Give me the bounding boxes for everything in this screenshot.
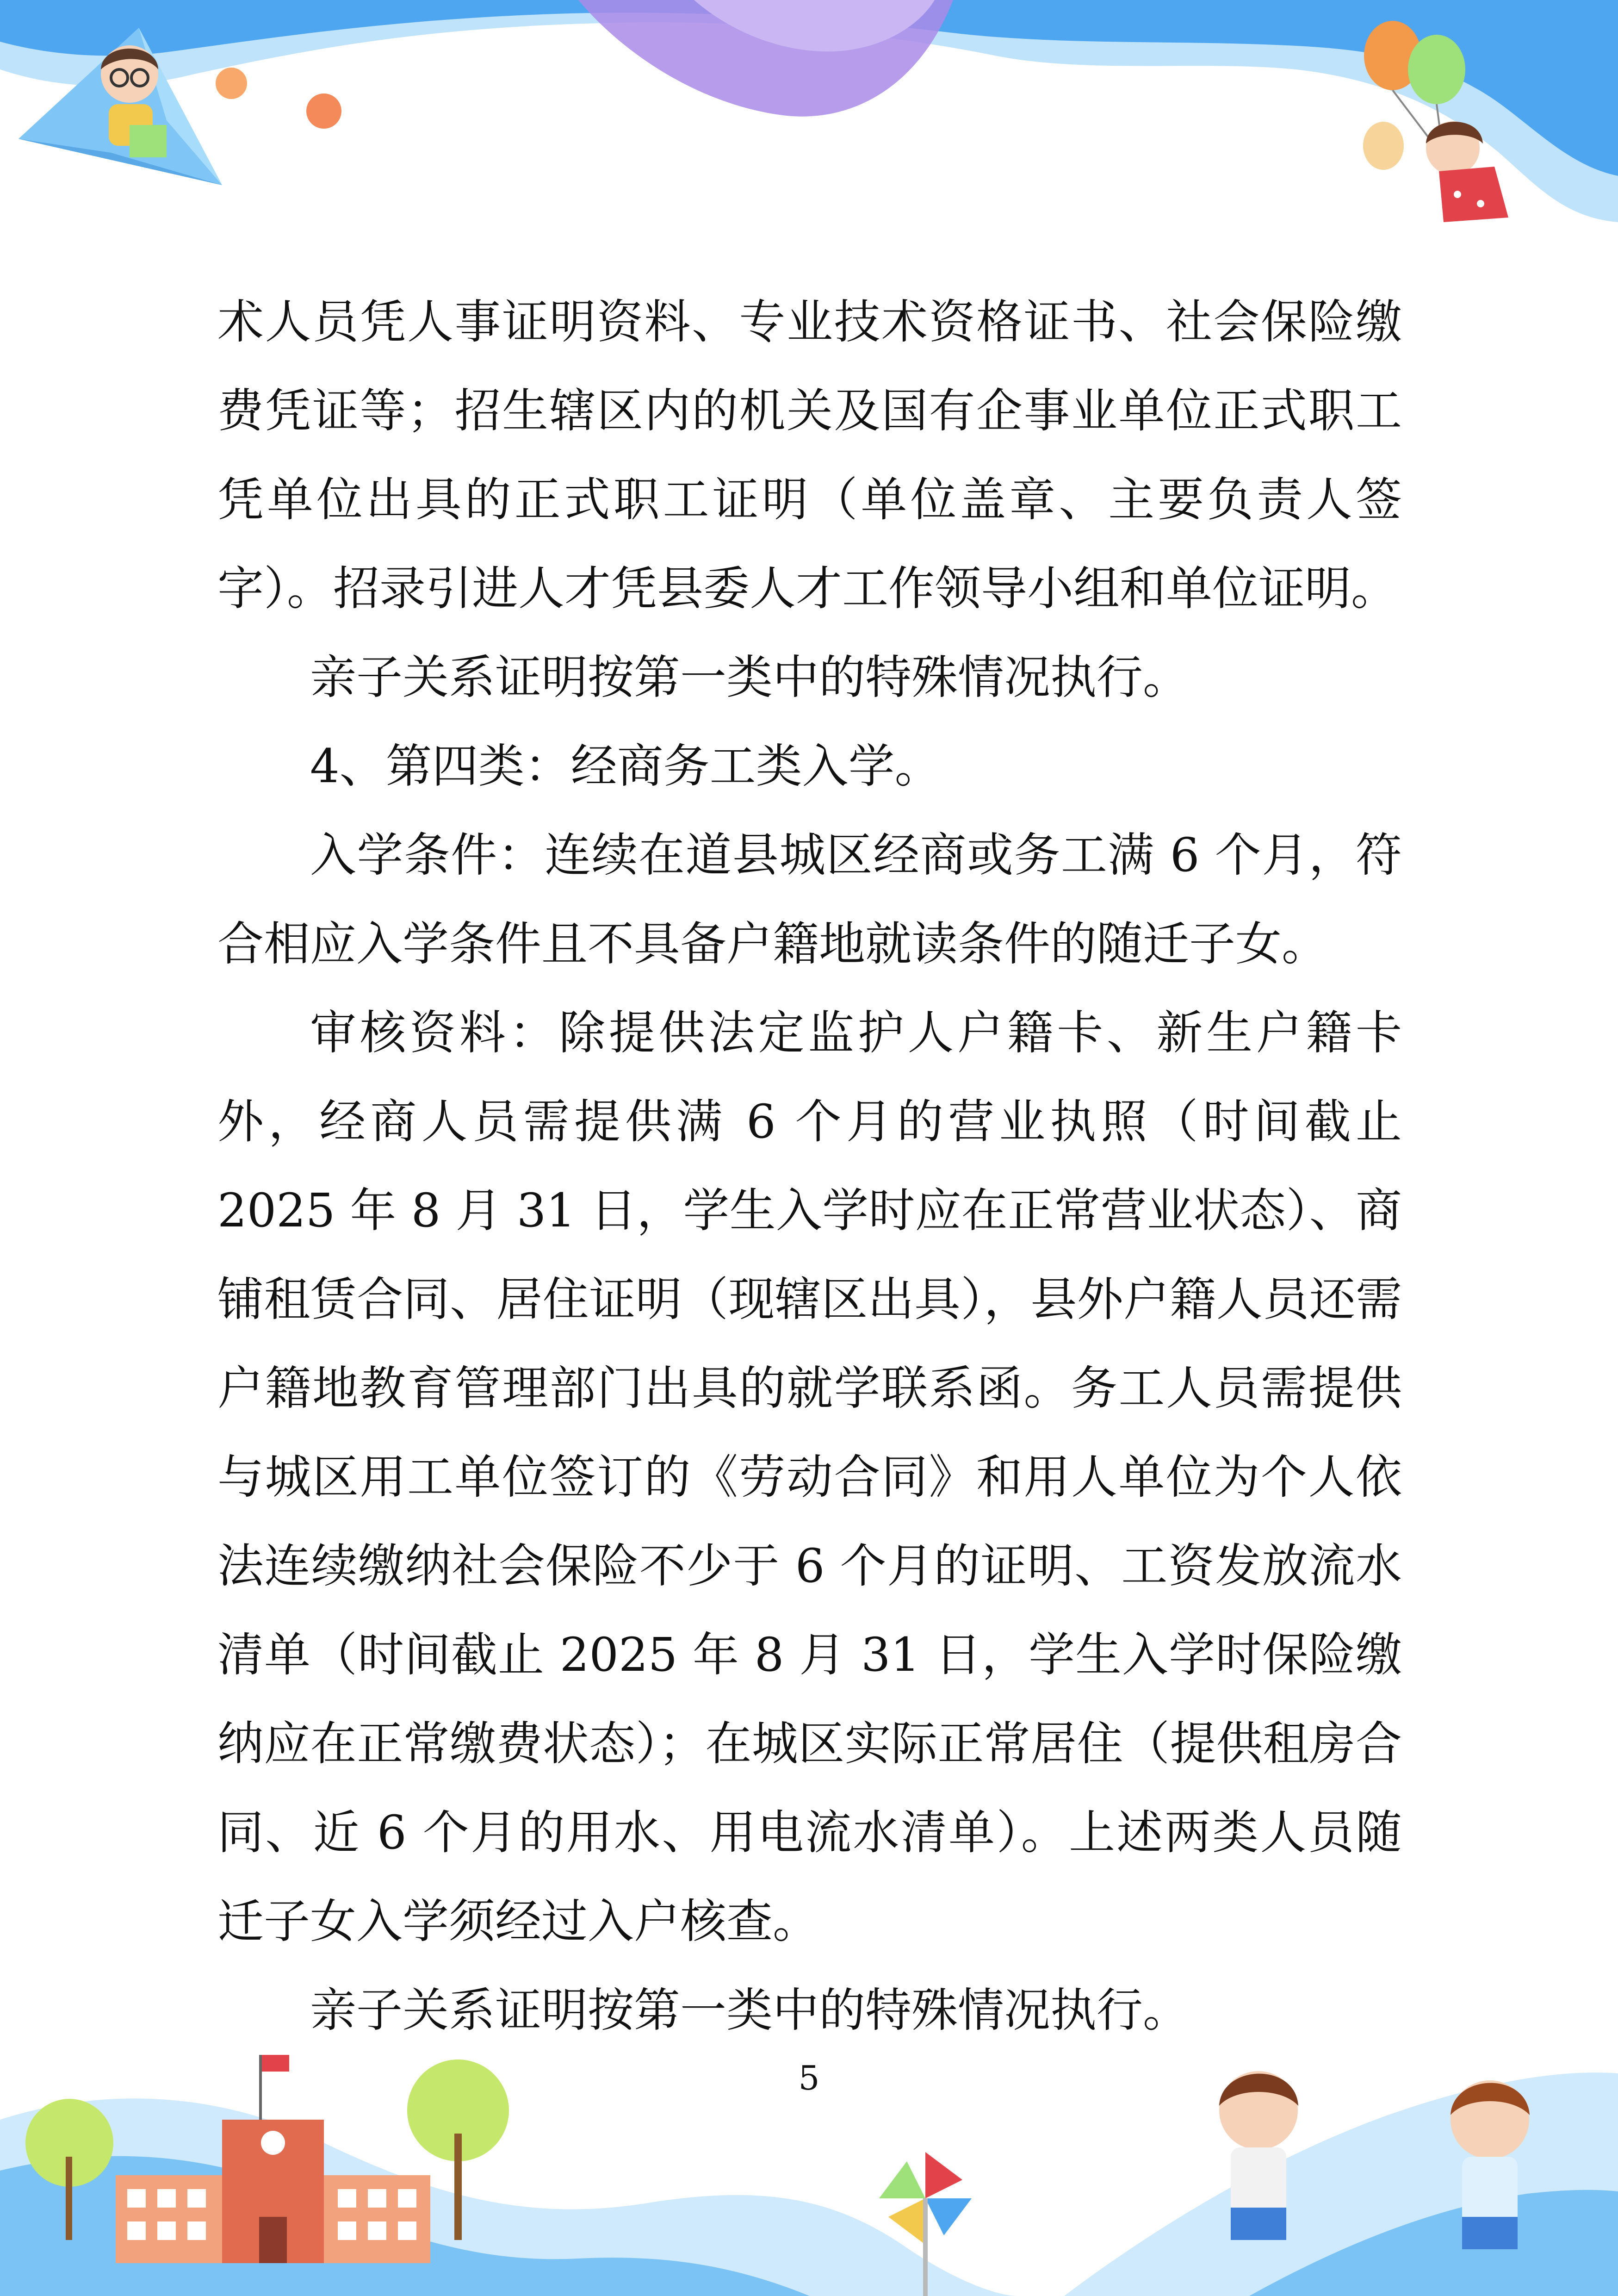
paragraph-4: 入学条件：连续在道县城区经商或务工满 6 个月，符合相应入学条件且不具备户籍地就读条件的随迁子女。 bbox=[217, 828, 1402, 971]
paragraph-2: 亲子关系证明按第一类中的特殊情况执行。 bbox=[310, 650, 1189, 704]
paragraph-6: 亲子关系证明按第一类中的特殊情况执行。 bbox=[310, 1983, 1189, 2037]
footer-decoration bbox=[0, 2004, 1618, 2296]
paragraph-1: 术人员凭人事证明资料、专业技术资格证书、社会保险缴费凭证等；招生辖区内的机关及国有企事业单位正式职工凭单位出具的正式职工证明（单位盖章、主要负责人签字）。招录引进人才凭县委人才工作领导小组和单位证明。 bbox=[217, 295, 1402, 616]
header-decoration bbox=[0, 0, 1618, 259]
paragraph-3: 4、第四类：经商务工类入学。 bbox=[310, 739, 941, 793]
document-body bbox=[217, 278, 1402, 2055]
paragraph-5: 审核资料：除提供法定监护人户籍卡、新生户籍卡外，经商人员需提供满 6 个月的营业执照（时间截止 2025 年 8 月 31 日，学生入学时应在正常营业状态）、商铺租赁合同、居住证明（现辖区出具），县外户籍人员还需户籍地教育管理部门出具的就学联系函。务工人员需提供与城区用工单位签订的《劳动合同》和用人单位为个人依法连续缴纳社会保险不少于 6 个月的证明、工资发放流水清单（时间截止 2025 年 8 月 31 日，学生入学时保险缴纳应在正常缴费状态）；在城区实际正常居住（提供租房合同、近 6 个月的用水、用电流水清单）。上述两类人员随迁子女入学须经过入户核查。 bbox=[217, 1006, 1402, 1948]
page-number: 5 bbox=[798, 2059, 820, 2097]
